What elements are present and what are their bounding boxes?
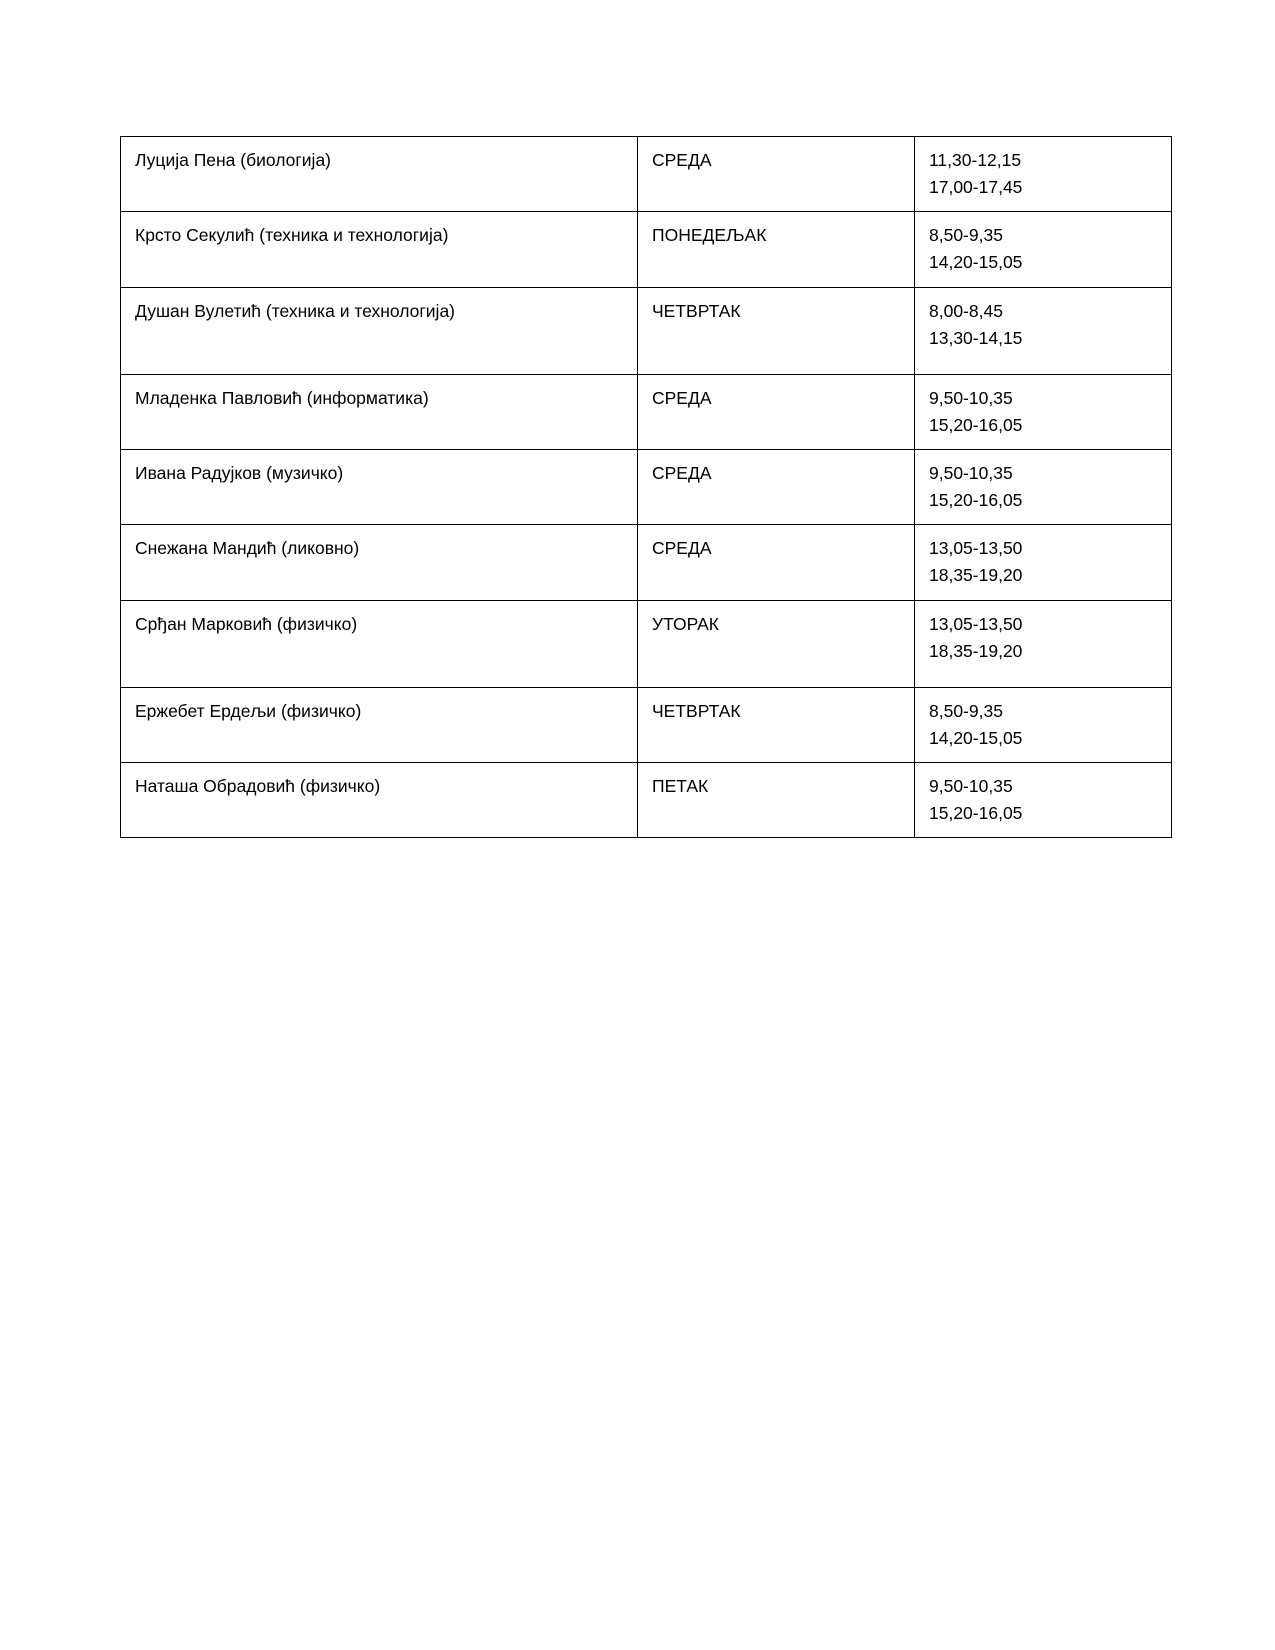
time-slot: 18,35-19,20 [929, 640, 1023, 661]
day-cell: СРЕДА [638, 450, 915, 525]
table-row [121, 450, 1172, 525]
day-cell: ЧЕТВРТАК [638, 687, 915, 762]
time-slot: 18,35-19,20 [929, 565, 1023, 586]
teacher-cell: Душан Вулетић (техника и технологија) [121, 287, 638, 374]
table-row [121, 600, 1172, 687]
time-slot: 8,00-8,45 [929, 300, 1003, 321]
teacher-cell: Ержебет Ердељи (физичко) [121, 687, 638, 762]
teacher-cell: Снежана Мандић (ликовно) [121, 525, 638, 600]
time-slot: 9,50-10,35 [929, 776, 1013, 796]
time-slot: 9,50-10,35 [929, 463, 1013, 483]
teacher-cell: Луција Пена (биологија) [121, 137, 638, 212]
table-row [121, 374, 1172, 449]
table-row [121, 687, 1172, 762]
teacher-cell: Ивана Радујков (музичко) [121, 450, 638, 525]
time-slot: 8,50-9,35 [929, 700, 1003, 721]
time-slot: 9,50-10,35 [929, 387, 1013, 408]
time-slot: 13,05-13,50 [929, 613, 1023, 634]
table-row [121, 137, 1172, 212]
time-cell [915, 212, 1172, 287]
day-cell: СРЕДА [638, 374, 915, 449]
time-cell [915, 137, 1172, 212]
time-cell [915, 374, 1172, 449]
time-cell [915, 687, 1172, 762]
day-cell: ПОНЕДЕЉАК [638, 212, 915, 287]
time-slot: 8,50-9,35 [929, 225, 1003, 246]
time-slot: 15,20-16,05 [929, 414, 1023, 435]
time-slot: 11,30-12,15 [929, 150, 1022, 170]
time-slot: 13,30-14,15 [929, 327, 1023, 348]
consultation-schedule-table [120, 136, 1172, 838]
teacher-cell: Младенка Павловић (информатика) [121, 374, 638, 449]
table-row [121, 287, 1172, 374]
time-cell [915, 525, 1172, 600]
day-cell: ПЕТАК [638, 763, 915, 838]
time-slot: 15,20-16,05 [929, 490, 1023, 511]
time-cell [915, 287, 1172, 374]
table-row [121, 763, 1172, 838]
day-cell: СРЕДА [638, 525, 915, 600]
time-cell [915, 450, 1172, 525]
time-slot: 15,20-16,05 [929, 803, 1023, 824]
day-cell: УТОРАК [638, 600, 915, 687]
teacher-cell: Срђан Марковић (физичко) [121, 600, 638, 687]
time-cell [915, 763, 1172, 838]
teacher-cell: Наташа Обрадовић (физичко) [121, 763, 638, 838]
table-row [121, 525, 1172, 600]
teacher-cell: Крсто Секулић (техника и технологија) [121, 212, 638, 287]
day-cell: ЧЕТВРТАК [638, 287, 915, 374]
time-cell [915, 600, 1172, 687]
time-slot: 13,05-13,50 [929, 538, 1023, 559]
day-cell: СРЕДА [638, 137, 915, 212]
time-slot: 14,20-15,05 [929, 252, 1023, 273]
table-body [121, 137, 1172, 838]
time-slot: 14,20-15,05 [929, 727, 1023, 748]
time-slot: 17,00-17,45 [929, 177, 1023, 198]
table-row [121, 212, 1172, 287]
